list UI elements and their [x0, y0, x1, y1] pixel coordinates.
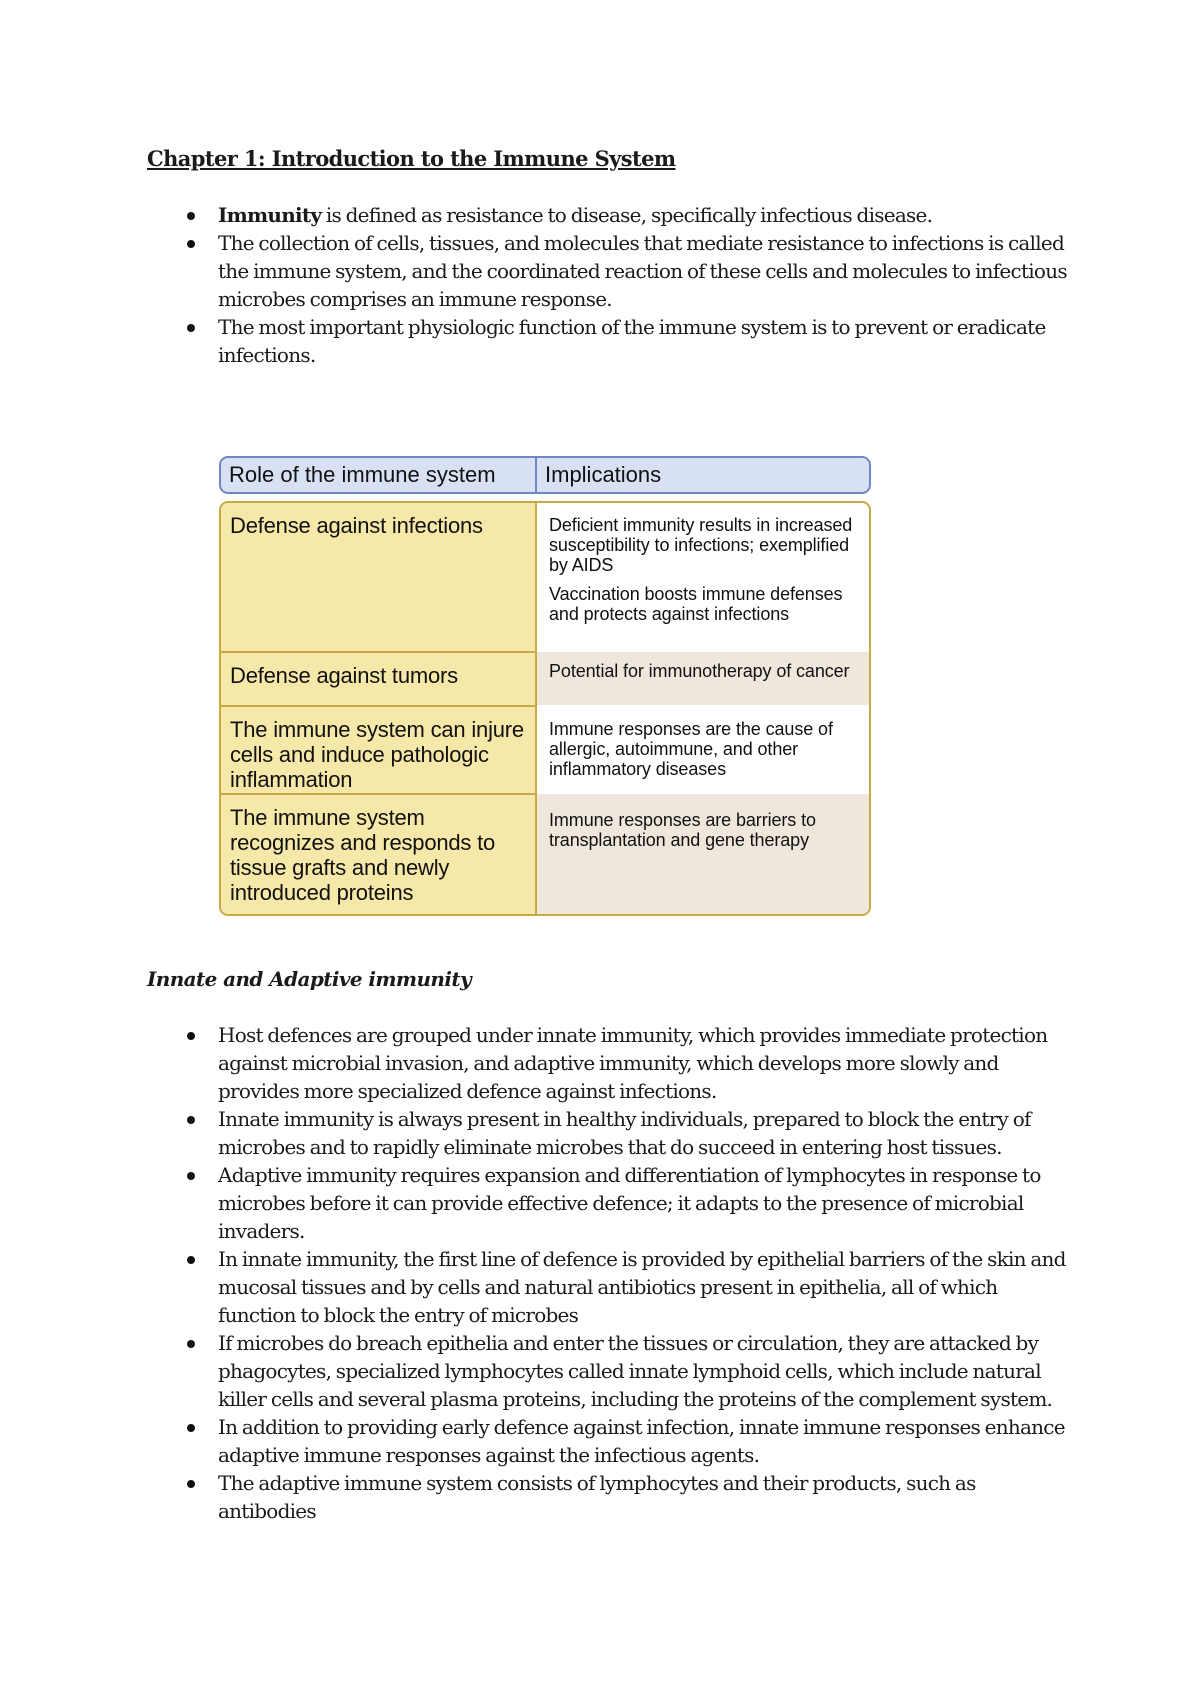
- bullet-icon: [187, 1480, 195, 1488]
- bullet-icon: [187, 1256, 195, 1264]
- bullet-icon: [187, 240, 195, 248]
- immune-role-table-figure: [219, 456, 871, 916]
- bullet-icon: [187, 212, 195, 220]
- bullet-icon: [187, 1172, 195, 1180]
- role-cell: The immune system recognizes and responds to tissue grafts and newly introduced proteins: [230, 805, 496, 905]
- list-item: [218, 1105, 1078, 1161]
- role-cell: Defense against tumors: [230, 663, 458, 688]
- list-item: [218, 1021, 1078, 1105]
- section-title: Innate and Adaptive immunity: [147, 967, 472, 991]
- bullet-icon: [187, 324, 195, 332]
- bold-term: Immunity: [218, 203, 322, 227]
- list-item: [218, 229, 1078, 313]
- list-item: [218, 1161, 1078, 1245]
- list-item-text: The most important physiologic function of the immune system is to prevent or eradicate infections.: [218, 315, 1046, 367]
- row-divider: [221, 651, 537, 653]
- list-item-text: In addition to providing early defence against infection, innate immune responses enhance adaptive immune responses against the infectious agents.: [218, 1415, 1065, 1467]
- role-cell: The immune system can injure cells and induce pathologic inflammation: [230, 717, 524, 792]
- list-item-text: is defined as resistance to disease, specifically infectious disease.: [321, 203, 933, 227]
- table-header-implications: Implications: [535, 456, 871, 494]
- list-item-text: Innate immunity is always present in healthy individuals, prepared to block the entry of microbes and to rapidly eliminate microbes that do succeed in entering host tissues.: [218, 1107, 1031, 1159]
- row-divider: [221, 793, 537, 795]
- list-item-text: If microbes do breach epithelia and enter the tissues or circulation, they are attacked by phagocytes, specialized lymphocytes called innate lymphoid cells, which include natural killer cells and several plasma proteins, including the proteins of the complement system.: [218, 1331, 1053, 1411]
- row-divider: [221, 705, 537, 707]
- list-item: [218, 1413, 1078, 1469]
- bullet-icon: [187, 1032, 195, 1040]
- list-item-text: The adaptive immune system consists of lymphocytes and their products, such as antibodies: [218, 1471, 976, 1523]
- bullet-icon: [187, 1424, 195, 1432]
- list-item: [218, 1245, 1078, 1329]
- list-item: [218, 1469, 1078, 1525]
- bullet-icon: [187, 1116, 195, 1124]
- list-item-text: Host defences are grouped under innate immunity, which provides immediate protection against microbial invasion, and adaptive immunity, which develops more slowly and provides more specialized defence against infections.: [218, 1023, 1048, 1103]
- implication-cell: Vaccination boosts immune defenses and protects against infections: [549, 584, 843, 624]
- list-item-text: The collection of cells, tissues, and molecules that mediate resistance to infections is called the immune system, and the coordinated reaction of these cells and molecules to infectious microbes comprises an immune response.: [218, 231, 1067, 311]
- bullet-icon: [187, 1340, 195, 1348]
- list-item: [218, 1329, 1078, 1413]
- table-body: [219, 501, 871, 916]
- implication-cell: Potential for immunotherapy of cancer: [549, 661, 850, 681]
- list-item: [218, 201, 1078, 229]
- intro-bullet-list: [218, 201, 1078, 369]
- implication-cell: Deficient immunity results in increased susceptibility to infections; exemplified by AIDS: [549, 515, 853, 575]
- table-header-role: Role of the immune system: [219, 456, 537, 494]
- list-item: [218, 313, 1078, 369]
- implication-cell: Immune responses are barriers to transplantation and gene therapy: [549, 810, 816, 850]
- role-cell: Defense against infections: [230, 513, 483, 538]
- list-item-text: In innate immunity, the first line of defence is provided by epithelial barriers of the skin and mucosal tissues and by cells and natural antibiotics present in epithelia, all of which function to block the entry of microbes: [218, 1247, 1066, 1327]
- list-item-text: Adaptive immunity requires expansion and differentiation of lymphocytes in response to microbes before it can provide effective defence; it adapts to the presence of microbial invaders.: [218, 1163, 1041, 1243]
- implication-cell: Immune responses are the cause of allergic, autoimmune, and other inflammatory diseases: [549, 719, 833, 779]
- chapter-title: Chapter 1: Introduction to the Immune System: [147, 146, 676, 171]
- immunity-bullet-list: [218, 1021, 1078, 1525]
